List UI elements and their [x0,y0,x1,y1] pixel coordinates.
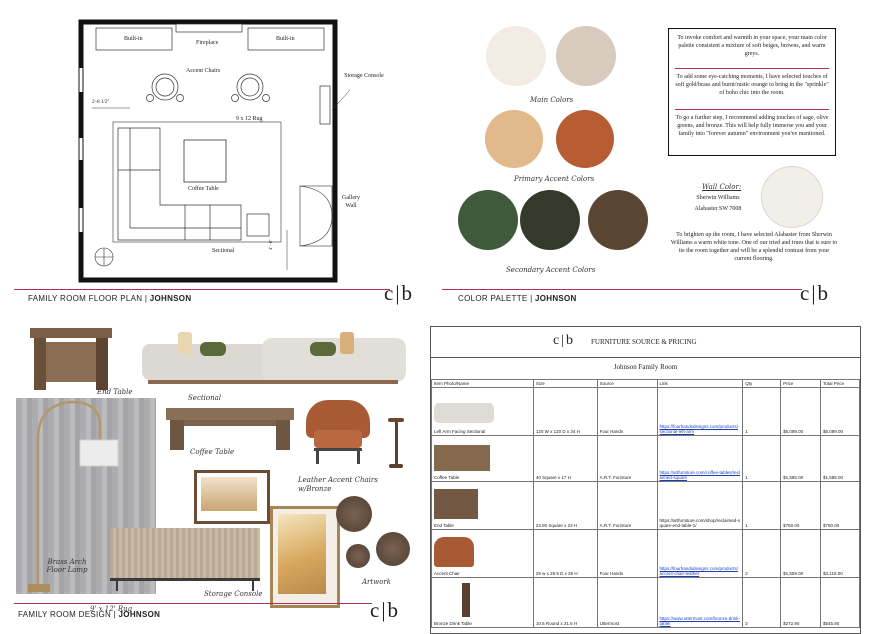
accent-chair-left [147,74,184,102]
label-gallery-wall: Gallery Wall [342,195,360,209]
brand-logo-palette: c|b [800,281,831,305]
col-header: Price [781,380,821,388]
room-title: Johnson Family Room [613,363,678,371]
sectional-image [142,330,406,390]
palette-para-3: To go a further step, I recommend adding touches of sage, olive greens, and bronze. This will help fully immerse you and your family into "forever autumn" environment you've mentioned. [675,115,829,137]
artwork-plate-1 [336,496,372,532]
qty-cell: 2 [743,530,781,578]
label-builtin-left: Built-in [124,36,143,42]
floor-plan-rule [14,289,390,290]
item-cell: Bronze Drink Table [432,578,534,628]
palette-para-2: To add some eye-catching moments, I have selected touches of soft gold/brass and burnt/rustic orange to bring in the "sprinkle" of boho chic into the room. [675,74,829,96]
table-header-row [432,380,860,388]
sourcing-panel [430,326,861,634]
label-accent-chairs: Leather Accent Chairs w/Bronze [298,476,378,493]
label-side-dimension: 4' - 8" [268,239,273,250]
swatch-secondary-1 [458,190,518,250]
size-cell: 40 Square x 17 H [533,436,597,482]
box-divider-1 [675,68,829,69]
sourcing-header [431,327,860,358]
primary-accent-label: Primary Accent Colors [514,175,595,183]
table-row [432,530,860,578]
source-cell: A.R.T. Furniture [597,482,657,530]
qty-cell: 1 [743,388,781,436]
col-header: Size [533,380,597,388]
palette-rule [442,289,802,290]
price-cell: $1,559.00 [781,530,821,578]
col-header: Total Price [821,380,860,388]
wall-color-line-1: Sherwin Williams [696,195,740,201]
swatch-primary-2 [556,110,614,168]
link-cell[interactable]: https://www.uttermost.com/bronze-drink-table/ [657,578,743,628]
item-cell: Accent Chair [432,530,534,578]
label-coffee-table: Coffee Table [188,186,219,192]
label-end-table: End Table [97,388,133,396]
table-row [432,482,860,530]
price-cell: $272.90 [781,578,821,628]
accent-chair-thumb [434,537,474,567]
label-artwork: Artwork [362,578,392,586]
source-cell: Four Hands [597,530,657,578]
label-sectional: Sectional [188,394,222,402]
size-cell: 23.80 Square x 23 H [533,482,597,530]
floor-plan-caption: FAMILY ROOM FLOOR PLAN | JOHNSON [28,294,192,303]
palette-caption: COLOR PALETTE | JOHNSON [458,294,577,303]
link-cell[interactable]: https://fourhandsdesigns.com/products/sectional-left-arm [657,388,743,436]
col-header: Item Photo/Name [432,380,534,388]
brand-logo-floor-plan: c|b [384,281,415,305]
qty-cell: 2 [743,578,781,628]
price-cell: $760.00 [781,482,821,530]
end-table-image [30,328,112,390]
main-colors-label: Main Colors [530,96,574,104]
source-cell: Uttermost [597,578,657,628]
artwork-plate-3 [346,544,370,568]
swatch-primary-1 [485,110,543,168]
total-cell: $5,089.00 [821,388,860,436]
palette-para-1: To invoke comfort and warmth in your space, your main color palette consistent a mixture of soft beiges, browns, and warm greys. [677,35,827,57]
label-builtin-right: Built-in [276,36,295,42]
brand-logo-sourcing: c|b [553,333,576,348]
total-cell: $545.80 [821,578,860,628]
swatch-main-2 [556,26,616,86]
coffee-table-thumb [434,445,490,471]
item-cell: End Table [432,482,534,530]
qty-cell: 1 [743,436,781,482]
label-accent-chairs: Accent Chairs [186,68,221,74]
label-rug: 9' x 12' Rug [90,605,133,613]
col-header: Qty [743,380,781,388]
floor-plan-panel [0,0,430,312]
palette-closing-text: To brighten up the room, I have selected Alabaster from Sherwin Williams a warm white tone. One of our tried and trues that is sure to tie the room together and will be a splendid contrast from your current flooring. [670,232,838,262]
link-cell[interactable]: https://fourhandsdesigns.com/products/accent-chair-leather [657,530,743,578]
swatch-wall-alabaster [761,166,823,228]
design-caption: FAMILY ROOM DESIGN | JOHNSON [18,610,161,619]
swatch-secondary-2 [520,190,580,250]
total-cell: $1,585.00 [821,436,860,482]
end-table-thumb [434,489,478,519]
table-row [432,578,860,628]
source-cell: A.R.T. Furniture [597,436,657,482]
accent-chair-right [232,74,270,102]
accent-chair-image [306,400,370,466]
price-cell: $1,585.00 [781,436,821,482]
link-cell[interactable]: https://artfurniture.com/coffee-tables/reclaimed-square [657,436,743,482]
wall-color-title: Wall Color: [702,183,742,191]
artwork-abstract-image [270,506,340,608]
swatch-main-1 [486,26,546,86]
link-cell[interactable]: https://artfurniture.com/shop/reclaimed-square-end-table-1/ [657,482,743,530]
swatch-secondary-3 [588,190,648,250]
design-board-panel [0,318,430,633]
price-cell: $5,089.00 [781,388,821,436]
qty-cell: 1 [743,482,781,530]
drink-table-thumb [462,583,470,617]
artwork-plate-2 [376,532,410,566]
storage-console-image [110,528,260,592]
label-dimension: 2'-8 1/2" [92,100,110,105]
label-sectional: Sectional [212,248,235,254]
item-cell: Left Arm Facing Sectional [432,388,534,436]
label-coffee-table: Coffee Table [190,448,235,456]
floor-plan-drawing [0,0,430,312]
total-cell: $760.00 [821,482,860,530]
item-cell: Coffee Table [432,436,534,482]
sectional-thumb [434,403,494,423]
label-fireplace: Fireplace [196,40,219,46]
sourcing-title: FURNITURE SOURCE & PRICING [591,338,697,346]
source-cell: Four Hands [597,388,657,436]
col-header: Link [657,380,743,388]
size-cell: 29 w x 29.5 D x 26 H [533,530,597,578]
box-divider-2 [675,109,829,110]
size-cell: 10.5 Round x 21.6 H [533,578,597,628]
floor-lamp-symbol [95,248,113,266]
sourcing-table [431,379,860,628]
artwork-landscape-image [194,470,270,524]
total-cell: $3,118.00 [821,530,860,578]
sectional-outline [118,128,241,240]
wall-color-line-2: Alabaster SW 7008 [694,206,742,212]
label-floor-lamp: Brass Arch Floor Lamp [46,558,88,574]
secondary-accent-label: Secondary Accent Colors [506,266,596,274]
drink-table-image [386,418,406,470]
coffee-table-image [166,408,294,452]
design-rule [14,603,372,604]
brand-logo-design: c|b [370,598,401,622]
sourcing-table-wrap [431,379,860,628]
palette-description-box [668,28,836,156]
size-cell: 120 W x 120 D x 34 H [533,388,597,436]
table-row [432,436,860,482]
col-header: Source [597,380,657,388]
label-storage-console: Storage Console [204,590,263,598]
label-storage-console: Storage Console [344,73,384,79]
label-rug: 9 x 12 Rug [236,116,263,122]
table-row [432,388,860,436]
color-palette-panel [440,0,871,312]
